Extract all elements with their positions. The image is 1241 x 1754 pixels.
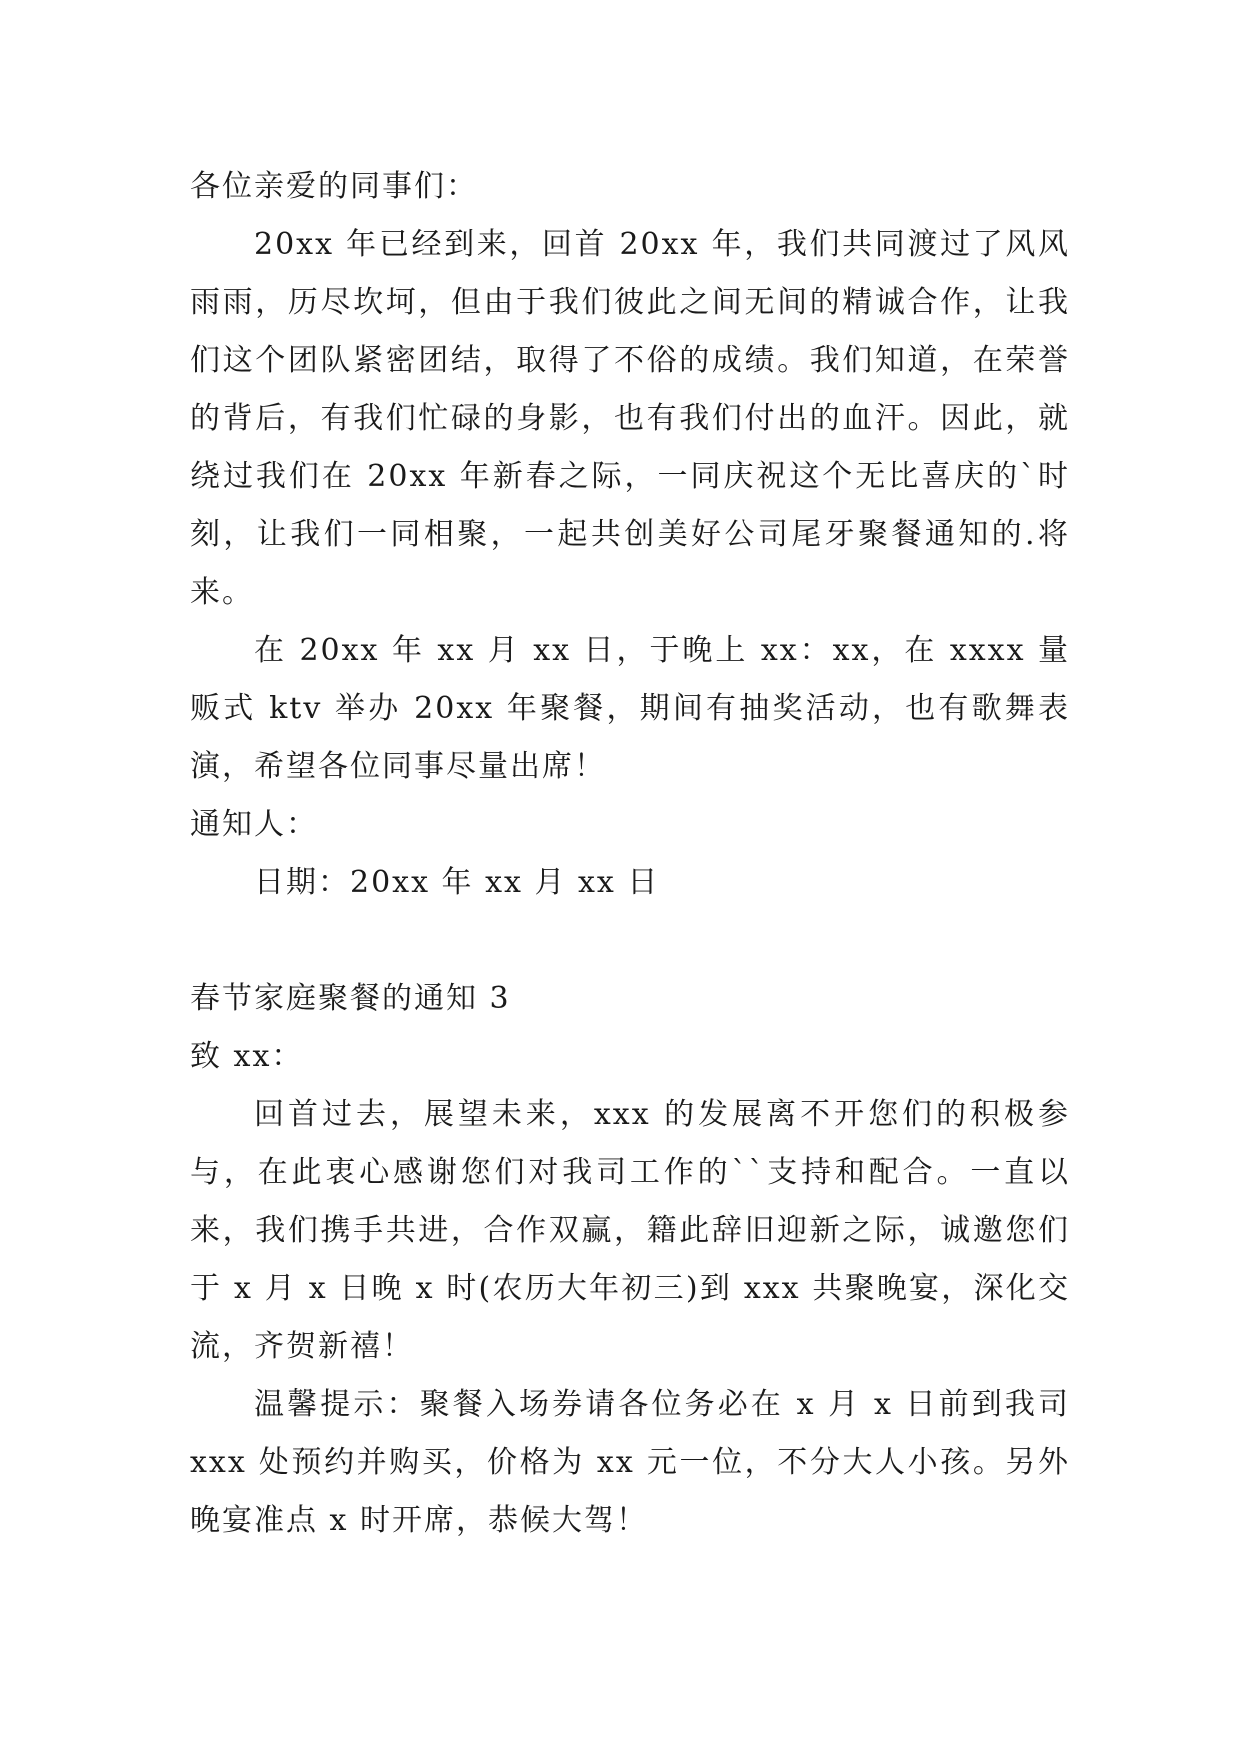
date-line: 日期：20xx 年 xx 月 xx 日	[254, 865, 660, 900]
notifier-line: 通知人：	[190, 807, 318, 842]
document-body	[190, 158, 1070, 1550]
paragraph-4: 温馨提示：聚餐入场券请各位务必在 x 月 x 日前到我司 xxx 处预约并购买，价格为 xx 元一位，不分大人小孩。另外晚宴准点 x 时开席，恭候大驾！	[190, 1387, 1070, 1538]
section-title: 春节家庭聚餐的通知 3	[190, 981, 511, 1016]
paragraph-2: 在 20xx 年 xx 月 xx 日，于晚上 xx：xx，在 xxxx 量贩式 ktv 举办 20xx 年聚餐，期间有抽奖活动，也有歌舞表演，希望各位同事尽量出席！	[190, 633, 1070, 784]
salutation: 各位亲爱的同事们：	[190, 169, 478, 204]
paragraph-3: 回首过去，展望未来，xxx 的发展离不开您们的积极参与，在此衷心感谢您们对我司工作的``支持和配合。一直以来，我们携手共进，合作双赢，籍此辞旧迎新之际，诚邀您们于 x 月 x 日晚 x 时(农历大年初三)到 xxx 共聚晚宴，深化交流，齐贺新禧！	[190, 1097, 1070, 1364]
recipient-line: 致 xx：	[190, 1039, 304, 1074]
paragraph-1: 20xx 年已经到来，回首 20xx 年，我们共同渡过了风风雨雨，历尽坎坷，但由于我们彼此之间无间的精诚合作，让我们这个团队紧密团结，取得了不俗的成绩。我们知道，在荣誉的背后，有我们忙碌的身影，也有我们付出的血汗。因此，就绕过我们在 20xx 年新春之际，一同庆祝这个无比喜庆的`时刻，让我们一同相聚，一起共创美好公司尾牙聚餐通知的.将来。	[190, 227, 1070, 610]
